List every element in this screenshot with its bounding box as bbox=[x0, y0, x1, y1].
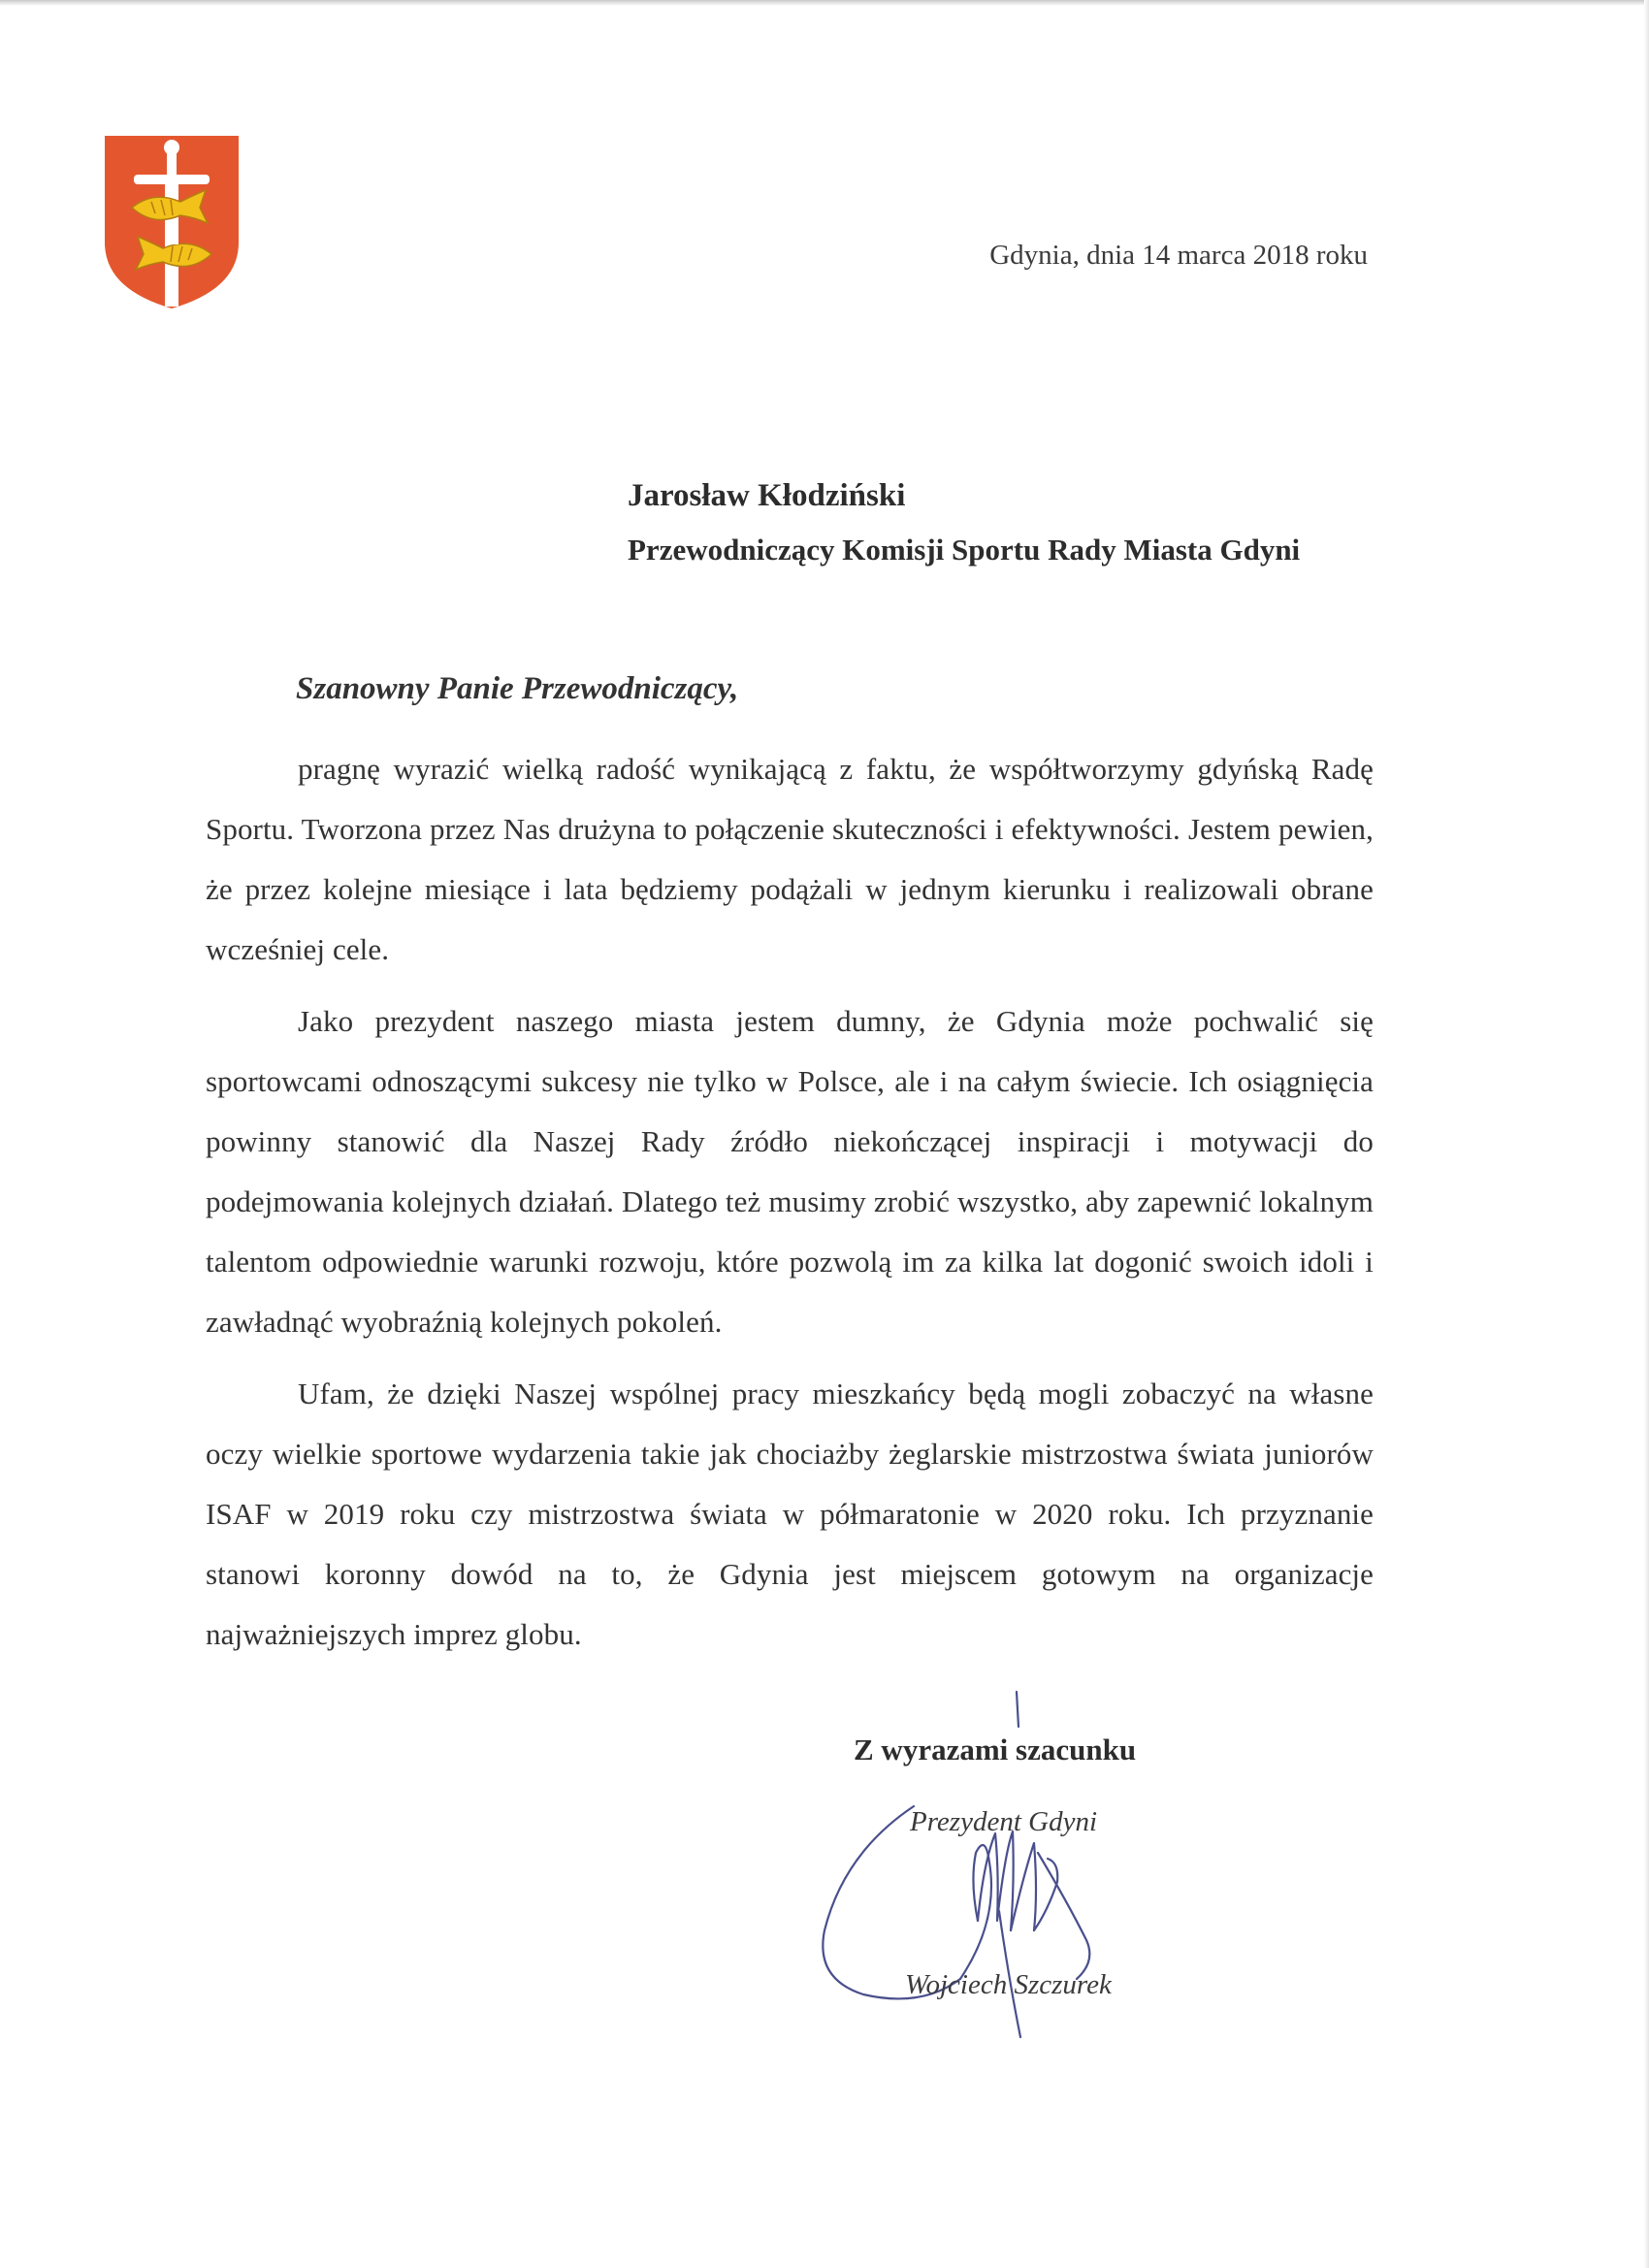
body-paragraph: Jako prezydent naszego miasta jestem dumny, że Gdynia może pochwalić się sportowcami odnoszącymi sukcesy nie tylko w Polsce, ale i na całym świecie. Ich osiągnięcia powinny stanowić dla Naszej Rady źródło niekończącej inspiracji i motywacji do podejmowania kolejnych działań. Dlatego też musimy zrobić wszystko, aby zapewnić lokalnym talentom odpowiednie warunki rozwoju, które pozwolą im za kilka lat dogonić swoich idoli i zawładnąć wyobraźnią kolejnych pokoleń. bbox=[206, 1004, 1374, 1339]
body-paragraph: Ufam, że dzięki Naszej wspólnej pracy mieszkańcy będą mogli zobaczyć na własne oczy wielkie sportowe wydarzenia takie jak chociażby żeglarskie mistrzostwa świata juniorów ISAF w 2019 roku czy mistrzostwa świata w półmaratonie w 2020 roku. Ich przyznanie stanowi koronny dowód na to, że Gdynia jest miejscem gotowym na organizacje najważniejszych imprez globu. bbox=[206, 1377, 1374, 1651]
scan-edge-right bbox=[1644, 0, 1649, 2268]
body-paragraph: pragnę wyrazić wielką radość wynikającą z faktu, że współtworzymy gdyńską Radę Sportu. Tworzona przez Nas drużyna to połączenie skuteczności i efektywności. Jestem pewien, że przez kolejne miesiące i lata będziemy podążali w jednym kierunku i realizowali obrane wcześniej cele. bbox=[206, 752, 1374, 966]
signatory-name: Wojciech Szczurek bbox=[905, 1969, 1112, 2000]
recipient-role: Przewodniczący Komisji Sportu Rady Miasta Gdyni bbox=[628, 533, 1301, 567]
letter-body bbox=[206, 739, 1374, 1676]
letter-date: Gdynia, dnia 14 marca 2018 roku bbox=[989, 240, 1368, 271]
signatory-title: Prezydent Gdyni bbox=[910, 1806, 1098, 1837]
gdynia-coat-of-arms-icon bbox=[103, 134, 241, 310]
recipient-block bbox=[628, 473, 1300, 572]
closing-phrase: Z wyrazami szacunku bbox=[854, 1733, 1137, 1766]
salutation: Szanowny Panie Przewodniczący, bbox=[296, 671, 739, 706]
recipient-name: Jarosław Kłodziński bbox=[628, 478, 906, 513]
scan-edge bbox=[0, 0, 1649, 6]
